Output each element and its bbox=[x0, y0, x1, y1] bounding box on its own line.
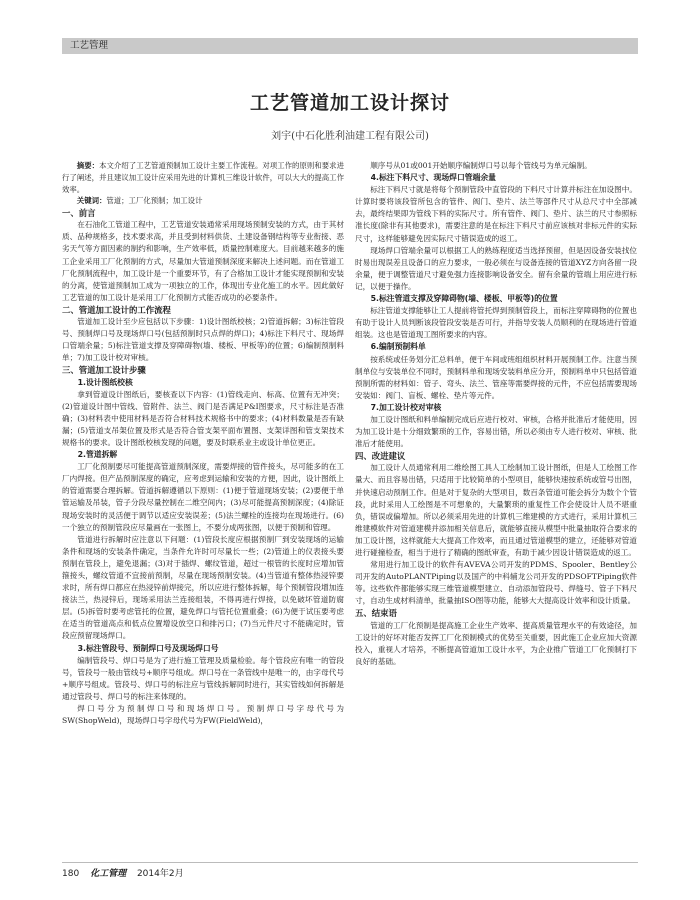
paragraph: 按系统或任务划分汇总料单，便于车间或班组组织材料开展预制工作。注意当预制单位与安装单位不同时，预制料单和现场安装料单应分开，预制料单中只包括管道预制所需的材料如：管子、弯头、法兰、管座等需要焊接的元件，不应包括需要现场安装如：阀门、盲板、螺栓、垫片等元件。 bbox=[355, 354, 637, 400]
subsection-heading: 7.加工设计校对审核 bbox=[370, 402, 442, 412]
issue-date: 2014年2月 bbox=[136, 869, 184, 879]
subsection-heading: 1.设计图纸校核 bbox=[77, 377, 133, 387]
section-tag-bar bbox=[62, 38, 638, 54]
paragraph: 焊口号分为预制焊口号和现场焊口号。预制焊口号字母代号为SW(ShopWeld)，现场焊口号字母代号为FW(FieldWeld)， bbox=[62, 704, 344, 726]
section-heading: 三、管道加工设计步骤 bbox=[62, 365, 146, 376]
section-heading: 四、改进建议 bbox=[355, 451, 406, 462]
keywords-label: 关键词： bbox=[76, 196, 107, 206]
abstract-label: 摘要： bbox=[76, 161, 100, 170]
paragraph: 标注下料尺寸就是将每个预制管段中直管段的下料尺寸计算并标注在加设图中。计算时要将该段管所包含的管件、阀门、垫片、法兰等部件尺寸从总尺寸中全部减去，最终结果即为管线下料的实际尺寸。所有管件、阀门、垫片、法兰的尺寸参照标准长度(除非有其他要求)，需要注意的是在标注下料尺寸前应该核对非标元件的实际尺寸，这样能够避免因实际尺寸错误造成的返工。 bbox=[355, 185, 637, 243]
left-column bbox=[62, 160, 344, 727]
abstract-text: 本文介绍了工艺管道预制加工设计主要工作流程。对项工作的原则和要求进行了阐述，并且建议加工设计应采用先进的计算机三维设计软件，可以大大的提高工作效率。 bbox=[62, 161, 344, 194]
page-number: 180 bbox=[62, 869, 80, 879]
keywords-text: 管道；工厂化预制；加工设计 bbox=[106, 196, 203, 206]
section-heading: 二、管道加工设计的工作流程 bbox=[62, 304, 171, 315]
section-heading: 五、结束语 bbox=[355, 608, 397, 619]
paragraph: 标注管道支撑能够让工人提前将管托焊到预制管段上，而标注穿障碍物的位置也有助于设计人员判断该段管段安装是否可行，并指导安装人员顺利的在现场进行管道组装。这也是管道现工图所要求的内容。 bbox=[355, 306, 637, 340]
section-tag: 工艺管理 bbox=[70, 40, 109, 51]
paragraph: 编制管段号、焊口号是为了进行施工管理及质量检验。每个管段应有唯一的管段号，管段号一般由管线号+顺序号组成。焊口号在一条管线中是唯一的，由字母代号+顺序号组成。管段号、焊口号的标注应与管线拆解同时进行，其实管线如何拆解是通过管段号、焊口号的标注来体现的。 bbox=[62, 655, 344, 701]
page-footer bbox=[62, 866, 184, 879]
paragraph: 加工设计图纸和料单编制完成后应进行校对、审核，合格并批准后才能使用，因为加工设计是十分细致繁琐的工作，容易出错，所以必须由专人进行校对、审核、批准后才能使用。 bbox=[355, 414, 637, 449]
subsection-heading: 5.标注管道支撑及穿障碍物(墙、楼板、甲板等)的位置 bbox=[370, 294, 558, 304]
right-column bbox=[355, 160, 637, 668]
paragraph: 现场焊口管端余量可以根据工人的熟练程度适当选择预留，但是因设备安装找位时易出现误差且设备口的应力要求，一般必须在与设备连接的管道XYZ方向各留一段余量，便于调整管道尺寸避免强力连接影响设备安全。留有余量的管端上用应进行标记，以便于操作。 bbox=[355, 245, 637, 291]
paragraph: 管道的工厂化预制是提高施工企业生产效率、提高质量管理水平的有效途径，加工设计的好坏对能否发挥工厂化预制模式的优势至关重要，因此施工企业应加大资源投入，重视人才培养，不断提高管道加工设计水平，为企业推广管道工厂化预制打下良好的基础。 bbox=[355, 620, 637, 666]
journal-name: 化工管理 bbox=[90, 869, 127, 879]
paragraph: 管道加工设计至少应包括以下步骤：1)设计图纸校核；2)管道拆解；3)标注管段号、预制焊口号及现场焊口号(包括预制时只点焊的焊口)；4)标注下料尺寸、现场焊口管端余量；5)标注管道支撑及穿障碍物(墙、楼板、甲板等)的位置；6)编制预制料单；7)加工设计校对审核。 bbox=[62, 317, 344, 363]
subsection-heading: 2.管道拆解 bbox=[77, 450, 118, 460]
footer-rule bbox=[62, 862, 638, 863]
paragraph: 常用进行加工设计的软件有AVEVA公司开发的PDMS、Spooler、Bentley公司开发的AutoPLANTPiping以及国产的中科辅龙公司开发的PDSOFTPiping软件等。这些软件都能够实现三维管道模型建立、自动添加管段号、焊缝号、管子下料尺寸，自动生成材料清单，批量抽ISO图等功能，能够大大提高设计效率和设计质量。 bbox=[355, 560, 637, 606]
paragraph: 顺序号从01或001开始顺序编制焊口号以每个管线号为单元编制。 bbox=[370, 161, 592, 170]
paragraph: 在石油化工管道工程中，工艺管道安装通常采用现场预制安装的方式，由于其材质、品种规格多，技术要求高，并且受到材料供货、土建设备钢结构等专业衔接、恶劣天气等方面因素的制约和影响，生产效率低，质量控制难度大。目前越来越多的施工企业采用工厂化预制的方式，尽量加大管道预制深度来解决上述问题。而在管道工厂化预制流程中，加工设计是一个重要环节，有了合格加工设计才能实现预制和安装的分离，使管道预制加工成为一项独立的工作，体现出专业化施工的水平。因此做好工艺管道的加工设计是采用工厂化预制方式能否成功的必要条件。 bbox=[62, 220, 344, 302]
paragraph: 管道进行拆解时应注意以下问题：(1)管段长度应根据预制厂到安装现场的运输条件和现场的安装条件确定，当条件允许时可尽量长一些；(2)管道上的仪表接头要预制在管段上，避免退漏；(3)对于插焊、螺纹管道，超过一根管的长度时应增加管箍接头，螺纹管道不宜接前预制，尽量在现场预制安装。(4)当管道有整体热浸锌要求时，所有焊口都应在热浸锌前焊接完，所以应进行整体拆解，每个预制管段增加连接法兰，热浸锌后，现场采用法兰连接组装，不得再进行焊接，以免破坏管道防腐层。(5)拆管时要考虑管托的位置，避免焊口与管托位置重叠；(6)为便于试压要考虑在适当的管道高点和低点位置增设放空口和排污口；(7)当元件尺寸不能确定时，管段应预留现场焊口。 bbox=[62, 534, 344, 641]
subsection-heading: 4.标注下料尺寸、现场焊口管端余量 bbox=[370, 173, 496, 183]
paragraph: 工厂化预制要尽可能提高管道预制深度，需要焊接的管件接头，尽可能多的在工厂内焊接。但产品预制深度的确定，应考虑到运输和安装的方便，因此，设计图纸上的管道需要合理拆解。管道拆解遵循以下原则：(1)便于管道现场安装；(2)要便于单管运输及吊装，管子分段尽量控制在二维空间内；(3)尽可能提高预制深度；(4)除证现场安装时的灵活便于调节以适应安装误差；(5)法兰螺栓的连接均在现场进行。(6)一个独立的预制管段应尽量画在一张图上，不要分成两张图，以便于预制和管理。 bbox=[62, 462, 344, 532]
paragraph: 拿到管道设计图纸后，要核查以下内容：(1)管线走向、标高、位置有无冲突；(2)管道设计图中管线、管附件、法兰、阀门是否满足P&I图要求，尺寸标注是否准确；(3)材料表中使用材料是否符合材料技术规格书中的要求；(4)材料数量是否有缺漏；(5)管道支吊架位置及形式是否符合管支架平面布置图、支架详图和管支架技术规格书的要求。设计图纸校核发现的问题，要及时联系业主或设计单位更正。 bbox=[62, 389, 344, 447]
section-heading: 一、前言 bbox=[62, 208, 96, 219]
subsection-heading: 3.标注管段号、预制焊口号及现场焊口号 bbox=[77, 643, 219, 653]
article-title: 工艺管道加工设计探讨 bbox=[249, 92, 450, 114]
paragraph: 加工设计人员通常利用二维绘图工具人工绘制加工设计图纸，但是人工绘图工作量大、而且容易出错，只适用于比较简单的小型项目，能够快速按系统或管号出图，并快速启动预制工作。但是对于复杂的大型项目，数百条管道可能会拆分为数个个管段，此时采用人工绘图是不可想象的，大量繁琐的重复性工作会使设计人员不堪重负，错误或偏增加。所以必须采用先进的计算机三维建模的方式进行，采用计算机三维建模软件对管道建模并添加相关信息后，就能够直接从模型中批量抽取符合要求的加工设计图，这样就能大大提高工作效率，而且通过管道模型的建立，还能够对管道进行碰撞检查，相当于进行了精确的图纸审查，有助于减少因设计错误造成的返工。 bbox=[355, 463, 637, 557]
author-line: 刘宇(中石化胜利油建工程有限公司) bbox=[271, 131, 429, 142]
subsection-heading: 6.编制预制料单 bbox=[370, 342, 426, 352]
keywords bbox=[62, 195, 344, 207]
abstract bbox=[62, 160, 344, 195]
